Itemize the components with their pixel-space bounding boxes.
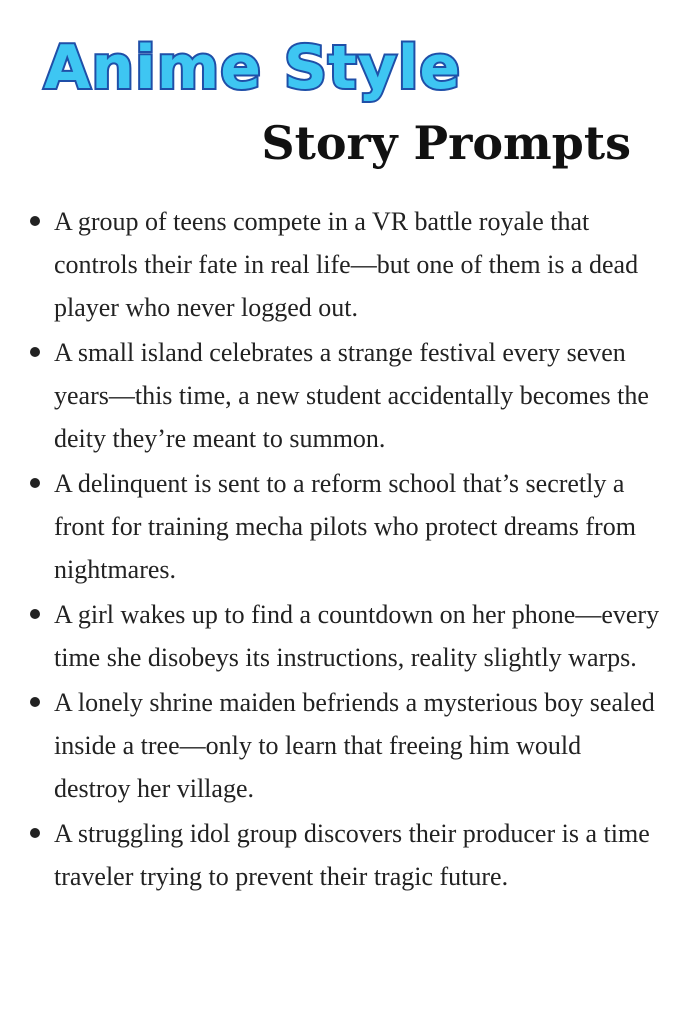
list-item [0, 593, 683, 679]
title-story-prompts: Story Prompts [261, 116, 631, 170]
list-item [0, 812, 683, 898]
bullet-icon [30, 216, 40, 226]
title-anime-style: Anime Style [44, 33, 462, 103]
list-item [0, 200, 683, 329]
prompt-text: A girl wakes up to find a countdown on her phone—every time she disobeys its instructions, reality slightly warps. [54, 600, 660, 672]
prompt-text: A delinquent is sent to a reform school that’s secretly a front for training mecha pilots who protect dreams from nightmares. [54, 469, 636, 584]
bullet-icon [30, 697, 40, 707]
bullet-icon [30, 609, 40, 619]
prompt-list [0, 200, 683, 900]
prompt-text: A struggling idol group discovers their producer is a time traveler trying to prevent their tragic future. [54, 819, 650, 891]
list-item [0, 681, 683, 810]
list-item [0, 462, 683, 591]
prompt-text: A group of teens compete in a VR battle royale that controls their fate in real life—but one of them is a dead player who never logged out. [54, 207, 639, 322]
bullet-icon [30, 478, 40, 488]
prompt-text: A small island celebrates a strange festival every seven years—this time, a new student accidentally becomes the deity they’re meant to summon. [54, 338, 649, 453]
bullet-icon [30, 347, 40, 357]
list-item [0, 331, 683, 460]
prompt-text: A lonely shrine maiden befriends a mysterious boy sealed inside a tree—only to learn that freeing him would destroy her village. [54, 688, 655, 803]
bullet-icon [30, 828, 40, 838]
